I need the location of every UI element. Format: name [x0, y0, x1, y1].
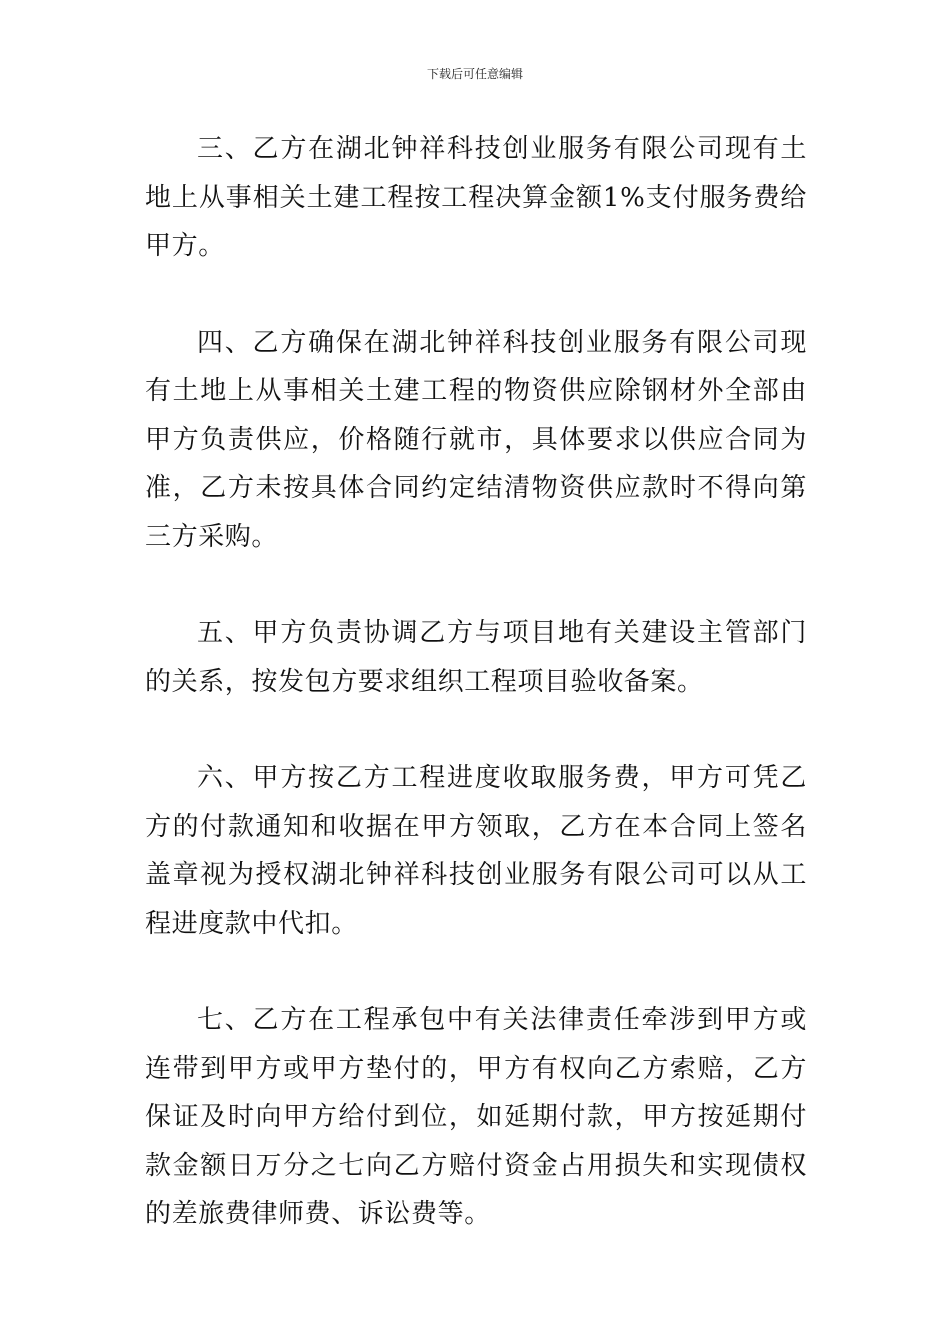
clause-7: 七、乙方在工程承包中有关法律责任牵涉到甲方或连带到甲方或甲方垫付的，甲方有权向乙方索赔，乙方保证及时向甲方给付到位，如延期付款，甲方按延期付款金额日万分之七向乙方赔付资金占用损失和实现债权的差旅费律师费、诉讼费等。: [145, 1005, 807, 1229]
contract-body: [145, 125, 807, 1239]
clause-4: 四、乙方确保在湖北钟祥科技创业服务有限公司现有土地上从事相关土建工程的物资供应除钢材外全部由甲方负责供应，价格随行就市，具体要求以供应合同为准，乙方未按具体合同约定结清物资供应款时不得向第三方采购。: [145, 327, 807, 552]
header-note: 下载后可任意编辑: [426, 67, 523, 81]
clause-6: 六、甲方按乙方工程进度收取服务费，甲方可凭乙方的付款通知和收据在甲方领取，乙方在本合同上签名盖章视为授权湖北钟祥科技创业服务有限公司可以从工程进度款中代扣。: [145, 763, 807, 939]
clause-5: 五、甲方负责协调乙方与项目地有关建设主管部门的关系，按发包方要求组织工程项目验收备案。: [145, 618, 807, 697]
clause-3: 三、乙方在湖北钟祥科技创业服务有限公司现有土地上从事相关土建工程按工程决算金额1%支付服务费给甲方。: [145, 134, 807, 261]
